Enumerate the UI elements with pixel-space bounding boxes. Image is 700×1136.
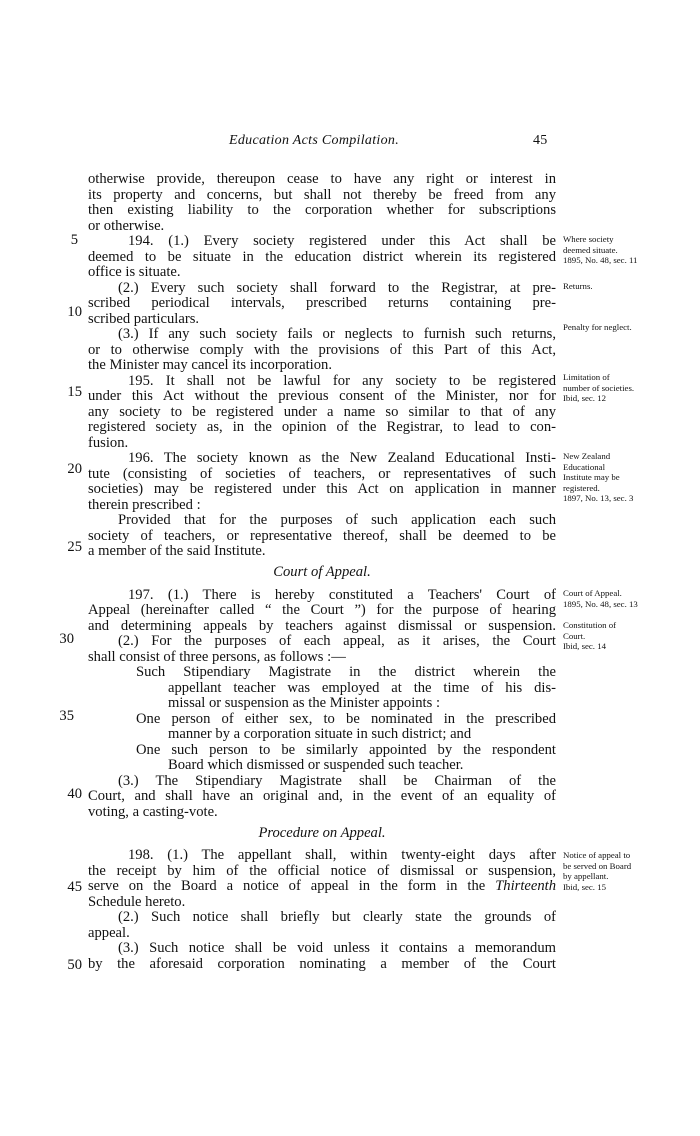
margin-note: Court of Appeal. 1895, No. 48, sec. 13: [563, 588, 638, 609]
page-number: 45: [533, 133, 548, 148]
text-line: Board which dismissed or suspended such teacher.: [168, 757, 464, 773]
text-line: its property and concerns, but shall not thereby be freed from any: [88, 187, 556, 203]
section-heading-court-of-appeal: Court of Appeal.: [273, 564, 371, 580]
text-line: Provided that for the purposes of such application each such: [118, 512, 556, 528]
line-number: 10: [67, 304, 82, 320]
text-line: or otherwise.: [88, 218, 165, 234]
line-number: 30: [59, 631, 74, 647]
line-number: 5: [70, 232, 78, 248]
line-number: 45: [67, 879, 82, 895]
text-line: 195. It shall not be lawful for any society to be registered: [128, 373, 556, 389]
text-line: serve on the Board a notice of appeal in the form in the Thirteenth: [88, 878, 556, 894]
text-line: Schedule hereto.: [88, 894, 186, 910]
text-line: 197. (1.) There is hereby constituted a Teachers' Court of: [128, 587, 556, 603]
margin-note: Limitation of number of societies. Ibid, sec. 12: [563, 372, 635, 403]
margin-note: Notice of appeal to be served on Board by appellant. Ibid, sec. 15: [563, 850, 632, 892]
text-line: (2.) Every such society shall forward to the Registrar, at pre-: [118, 280, 556, 296]
text-line: (3.) If any such society fails or neglects to furnish such returns,: [118, 326, 556, 342]
line-number: 20: [67, 461, 82, 477]
text-line: 196. The society known as the New Zealand Educational Insti-: [128, 450, 556, 466]
text-line: manner by a corporation situate in such district; and: [168, 726, 472, 742]
text-line: appeal.: [88, 925, 130, 941]
text-line: (3.) Such notice shall be void unless it contains a memorandum: [118, 940, 556, 956]
text-line: then existing liability to the corporation whether for subscriptions: [88, 202, 556, 218]
text-line: (2.) For the purposes of each appeal, as it arises, the Court: [118, 633, 556, 649]
text-line: Appeal (hereinafter called “ the Court ”) for the purpose of hearing: [88, 602, 556, 618]
text-line: otherwise provide, thereupon cease to have any right or interest in: [88, 171, 556, 187]
text-line: registered society as, in the opinion of the Registrar, to lead to con-: [88, 419, 556, 435]
text-line: and determining appeals by teachers against dismissal or suspension.: [88, 618, 556, 634]
line-number: 15: [67, 384, 82, 400]
section-heading-procedure-on-appeal: Procedure on Appeal.: [258, 825, 386, 841]
line-number: 50: [67, 957, 82, 973]
text-line: the receipt by him of the official notice of dismissal or suspension,: [88, 863, 556, 879]
text-line: appellant teacher was employed at the time of his dis-: [168, 680, 556, 696]
text-line: 194. (1.) Every society registered under this Act shall be: [128, 233, 556, 249]
text-line: Court, and shall have an original and, in the event of an equality of: [88, 788, 556, 804]
text-line: tute (consisting of societies of teachers, or representatives of such: [88, 466, 556, 482]
running-header-title: Education Acts Compilation.: [229, 133, 400, 148]
text-line: One such person to be similarly appointed by the respondent: [136, 742, 556, 758]
text-line: scribed particulars.: [88, 311, 200, 327]
text-line: deemed to be situate in the education district wherein its registered: [88, 249, 556, 265]
text-line: office is situate.: [88, 264, 181, 280]
text-line: shall consist of three persons, as follows :—: [88, 649, 346, 665]
text-line: the Minister may cancel its incorporation.: [88, 357, 332, 373]
text-line: One person of either sex, to be nominated in the prescribed: [136, 711, 556, 727]
margin-note: New Zealand Educational Institute may be registered. 1897, No. 13, sec. 3: [563, 451, 634, 503]
text-line: 198. (1.) The appellant shall, within twenty-eight days after: [128, 847, 556, 863]
margin-note: Returns.: [563, 281, 593, 291]
text-line: therein prescribed :: [88, 497, 201, 513]
text-line: any society to be registered under a name so similar to that of any: [88, 404, 556, 420]
line-number: 25: [67, 539, 82, 555]
text-line: voting, a casting-vote.: [88, 804, 218, 820]
margin-note: Where society deemed situate. 1895, No. 48, sec. 11: [563, 234, 638, 265]
text-line: Such Stipendiary Magistrate in the district wherein the: [136, 664, 556, 680]
text-line: or to otherwise comply with the provisions of this Part of this Act,: [88, 342, 556, 358]
margin-note: Constitution of Court. Ibid, sec. 14: [563, 620, 617, 651]
text-line: societies) may be registered under this Act on application in manner: [88, 481, 556, 497]
text-line: by the aforesaid corporation nominating a member of the Court: [88, 956, 556, 972]
text-line: (3.) The Stipendiary Magistrate shall be Chairman of the: [118, 773, 556, 789]
text-line: society of teachers, or representative thereof, shall be deemed to be: [88, 528, 556, 544]
line-number: 40: [67, 786, 82, 802]
text-line: fusion.: [88, 435, 129, 451]
text-line: under this Act without the previous consent of the Minister, nor for: [88, 388, 556, 404]
text-line: scribed periodical intervals, prescribed returns containing pre-: [88, 295, 556, 311]
text-line: a member of the said Institute.: [88, 543, 266, 559]
margin-note: Penalty for neglect.: [563, 322, 632, 332]
line-number: 35: [59, 708, 74, 724]
text-line: missal or suspension as the Minister appoints :: [168, 695, 440, 711]
text-line: (2.) Such notice shall briefly but clearly state the grounds of: [118, 909, 556, 925]
